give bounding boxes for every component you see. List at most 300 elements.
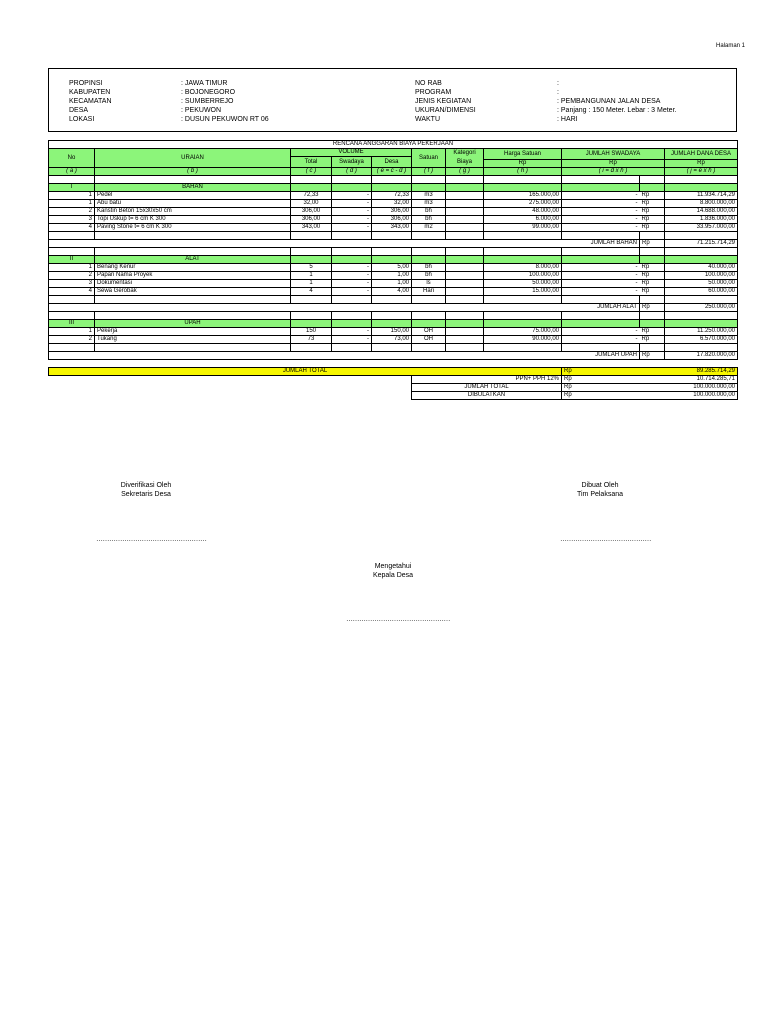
section-number: III bbox=[49, 320, 95, 328]
item-number: 1 bbox=[49, 192, 95, 200]
item-number: 1 bbox=[49, 264, 95, 272]
item-category bbox=[446, 272, 484, 280]
item-village-fund-amount: 60.000,00 bbox=[665, 288, 738, 296]
empty-cell bbox=[332, 320, 372, 328]
item-swadaya-amount: - bbox=[562, 264, 640, 272]
table-row bbox=[49, 336, 738, 344]
subtotal-row bbox=[49, 240, 738, 248]
empty-cell bbox=[446, 232, 484, 240]
item-number: 2 bbox=[49, 336, 95, 344]
item-swadaya-amount: - bbox=[562, 224, 640, 232]
item-description: Sewa Gerobak bbox=[95, 288, 291, 296]
item-unit-price: 90.000,00 bbox=[484, 336, 562, 344]
empty-cell bbox=[372, 232, 412, 240]
item-volume-desa: 72,33 bbox=[372, 192, 412, 200]
table-row bbox=[49, 280, 738, 288]
subtotal-value: 17.820.000,00 bbox=[665, 352, 738, 360]
empty-cell bbox=[446, 320, 484, 328]
header-swadaya: Swadaya bbox=[332, 157, 372, 168]
verifier-signature-line: …………………………………………… bbox=[96, 536, 207, 543]
item-unit: m3 bbox=[412, 192, 446, 200]
item-description: Pedel bbox=[95, 192, 291, 200]
item-description: Benang Kenur bbox=[95, 264, 291, 272]
item-village-fund-amount: 33.957.000,00 bbox=[665, 224, 738, 232]
section-name: ALAT bbox=[95, 256, 291, 264]
approver-signature-line: ………………………………………… bbox=[346, 616, 450, 623]
item-unit-price: 100.000,00 bbox=[484, 272, 562, 280]
item-swadaya-amount: - bbox=[562, 192, 640, 200]
item-volume-desa: 5,00 bbox=[372, 264, 412, 272]
empty-cell bbox=[49, 312, 95, 320]
item-unit-price: 275.000,00 bbox=[484, 200, 562, 208]
item-swadaya-amount: - bbox=[562, 216, 640, 224]
item-currency: Rp bbox=[640, 288, 665, 296]
subtotal-currency: Rp bbox=[640, 240, 665, 248]
item-volume-swadaya: - bbox=[332, 208, 372, 216]
empty-cell bbox=[484, 296, 562, 304]
item-unit-price: 50.000,00 bbox=[484, 280, 562, 288]
header-volume: VOLUME bbox=[291, 149, 412, 157]
info-label-propinsi: PROPINSI bbox=[69, 80, 103, 87]
project-info-box bbox=[48, 68, 737, 132]
item-number: 2 bbox=[49, 272, 95, 280]
grand-total-label: JUMLAH TOTAL bbox=[49, 368, 562, 376]
item-description: Papan Nama Proyek bbox=[95, 272, 291, 280]
item-description: Topi Uskup t= 6 cm K 300 bbox=[95, 216, 291, 224]
item-currency: Rp bbox=[640, 216, 665, 224]
item-swadaya-amount: - bbox=[562, 280, 640, 288]
empty-cell bbox=[562, 344, 640, 352]
info-value-no-rab: : bbox=[557, 80, 559, 87]
empty-cell bbox=[412, 176, 446, 184]
summary-label-rounded: DIBULATKAN bbox=[412, 392, 562, 400]
empty-cell bbox=[372, 296, 412, 304]
maker-role: Tim Pelaksana bbox=[576, 491, 624, 498]
item-volume-desa: 306,00 bbox=[372, 216, 412, 224]
item-unit: bh bbox=[412, 208, 446, 216]
empty-cell bbox=[291, 248, 332, 256]
item-volume-total: 150 bbox=[291, 328, 332, 336]
empty-cell bbox=[95, 232, 291, 240]
summary-rp-total: Rp bbox=[562, 384, 640, 392]
subtotal-value: 250.000,00 bbox=[665, 304, 738, 312]
code-f: ( f ) bbox=[412, 168, 446, 176]
empty-cell bbox=[562, 320, 640, 328]
section-number: I bbox=[49, 184, 95, 192]
empty-cell bbox=[446, 296, 484, 304]
info-value-ukuran: : Panjang : 150 Meter. Lebar : 3 Meter. bbox=[557, 107, 677, 114]
empty-cell bbox=[412, 344, 446, 352]
verifier-title: Diverifikasi Oleh bbox=[120, 482, 172, 489]
table-row bbox=[49, 224, 738, 232]
item-number: 4 bbox=[49, 224, 95, 232]
empty-cell bbox=[640, 344, 665, 352]
empty-cell bbox=[446, 256, 484, 264]
empty-cell bbox=[665, 312, 738, 320]
item-village-fund-amount: 11.250.000,00 bbox=[665, 328, 738, 336]
empty-cell bbox=[332, 232, 372, 240]
item-unit-price: 15.000,00 bbox=[484, 288, 562, 296]
page-number: Halaman 1 bbox=[716, 43, 746, 49]
item-volume-desa: 32,00 bbox=[372, 200, 412, 208]
empty-cell bbox=[412, 312, 446, 320]
item-village-fund-amount: 40.000,00 bbox=[665, 264, 738, 272]
empty-cell bbox=[332, 176, 372, 184]
item-volume-swadaya: - bbox=[332, 272, 372, 280]
info-label-kecamatan: KECAMATAN bbox=[69, 98, 112, 105]
info-label-kabupaten: KABUPATEN bbox=[69, 89, 111, 96]
item-village-fund-amount: 6.570.000,00 bbox=[665, 336, 738, 344]
empty-cell bbox=[95, 344, 291, 352]
info-value-kecamatan: : SUMBERREJO bbox=[181, 98, 234, 105]
info-value-desa: : PEKUWON bbox=[181, 107, 222, 114]
item-unit: OH bbox=[412, 336, 446, 344]
table-row bbox=[49, 264, 738, 272]
item-swadaya-amount: - bbox=[562, 328, 640, 336]
item-volume-total: 5 bbox=[291, 264, 332, 272]
item-volume-desa: 1,00 bbox=[372, 280, 412, 288]
item-volume-swadaya: - bbox=[332, 288, 372, 296]
header-swadaya-rp: Rp bbox=[562, 160, 665, 168]
table-body bbox=[49, 176, 738, 360]
header-total: Total bbox=[291, 157, 332, 168]
empty-cell bbox=[412, 248, 446, 256]
item-village-fund-amount: 50.000,00 bbox=[665, 280, 738, 288]
empty-cell bbox=[562, 232, 640, 240]
subtotal-row bbox=[49, 304, 738, 312]
item-village-fund-amount: 100.000,00 bbox=[665, 272, 738, 280]
info-label-waktu: WAKTU bbox=[415, 116, 441, 123]
info-value-kabupaten: : BOJONEGORO bbox=[181, 89, 236, 96]
info-right-values bbox=[557, 79, 676, 124]
empty-cell bbox=[291, 296, 332, 304]
empty-cell bbox=[412, 320, 446, 328]
empty-cell bbox=[665, 248, 738, 256]
item-category bbox=[446, 336, 484, 344]
subtotal-value: 71.215.714,29 bbox=[665, 240, 738, 248]
item-category bbox=[446, 288, 484, 296]
item-unit: Hari bbox=[412, 288, 446, 296]
summary-value-ppn: 10.714.285,71 bbox=[640, 376, 738, 384]
maker-signature-line: …………………………………… bbox=[560, 536, 651, 543]
empty-cell bbox=[640, 232, 665, 240]
summary-rp-ppn: Rp bbox=[562, 376, 640, 384]
empty-cell bbox=[291, 232, 332, 240]
item-currency: Rp bbox=[640, 272, 665, 280]
item-swadaya-amount: - bbox=[562, 336, 640, 344]
empty-cell bbox=[372, 320, 412, 328]
empty-cell bbox=[291, 344, 332, 352]
empty-cell bbox=[665, 344, 738, 352]
section-name: UPAH bbox=[95, 320, 291, 328]
info-label-jenis-kegiatan: JENIS KEGIATAN bbox=[415, 98, 472, 105]
section-number: II bbox=[49, 256, 95, 264]
item-description: Pekerja bbox=[95, 328, 291, 336]
subtotal-blank bbox=[49, 304, 562, 312]
spacer-row bbox=[49, 344, 738, 352]
empty-cell bbox=[640, 312, 665, 320]
item-volume-swadaya: - bbox=[332, 328, 372, 336]
header-no: No bbox=[49, 149, 95, 168]
code-i: ( i = d x h ) bbox=[562, 168, 665, 176]
table-head bbox=[49, 141, 738, 176]
empty-cell bbox=[49, 344, 95, 352]
spacer-row bbox=[49, 176, 738, 184]
item-unit: ls bbox=[412, 280, 446, 288]
item-category bbox=[446, 328, 484, 336]
header-satuan: Satuan bbox=[412, 149, 446, 168]
code-a: ( a ) bbox=[49, 168, 95, 176]
table-row bbox=[49, 208, 738, 216]
item-volume-desa: 343,00 bbox=[372, 224, 412, 232]
item-volume-swadaya: - bbox=[332, 192, 372, 200]
spacer-row bbox=[49, 232, 738, 240]
table-row bbox=[49, 192, 738, 200]
empty-cell bbox=[640, 184, 665, 192]
item-volume-total: 72,33 bbox=[291, 192, 332, 200]
empty-cell bbox=[665, 296, 738, 304]
item-number: 1 bbox=[49, 200, 95, 208]
summary-value-total: 100.000.000,00 bbox=[640, 384, 738, 392]
item-volume-swadaya: - bbox=[332, 200, 372, 208]
empty-cell bbox=[562, 176, 640, 184]
empty-cell bbox=[484, 312, 562, 320]
empty-cell bbox=[372, 184, 412, 192]
info-value-waktu: : HARI bbox=[557, 116, 578, 123]
item-volume-desa: 1,00 bbox=[372, 272, 412, 280]
info-label-desa: DESA bbox=[69, 107, 89, 114]
info-value-lokasi: : DUSUN PEKUWON RT 06 bbox=[181, 116, 269, 123]
item-swadaya-amount: - bbox=[562, 200, 640, 208]
header-harga-rp: Rp bbox=[484, 160, 562, 168]
empty-cell bbox=[372, 256, 412, 264]
empty-cell bbox=[332, 312, 372, 320]
code-c: ( c ) bbox=[291, 168, 332, 176]
empty-cell bbox=[446, 184, 484, 192]
item-currency: Rp bbox=[640, 264, 665, 272]
item-category bbox=[446, 264, 484, 272]
empty-cell bbox=[446, 312, 484, 320]
item-unit-price: 75.000,00 bbox=[484, 328, 562, 336]
item-description: Abu batu bbox=[95, 200, 291, 208]
empty-cell bbox=[446, 344, 484, 352]
empty-cell bbox=[95, 312, 291, 320]
grand-total-value: 89.285.714,29 bbox=[640, 368, 738, 376]
empty-cell bbox=[484, 176, 562, 184]
item-unit: m2 bbox=[412, 224, 446, 232]
empty-cell bbox=[372, 176, 412, 184]
empty-cell bbox=[640, 176, 665, 184]
code-h: ( h ) bbox=[484, 168, 562, 176]
item-category bbox=[446, 208, 484, 216]
empty-cell bbox=[562, 312, 640, 320]
item-volume-total: 1 bbox=[291, 272, 332, 280]
item-currency: Rp bbox=[640, 280, 665, 288]
item-swadaya-amount: - bbox=[562, 288, 640, 296]
empty-cell bbox=[665, 232, 738, 240]
item-category bbox=[446, 200, 484, 208]
empty-cell bbox=[484, 248, 562, 256]
item-volume-swadaya: - bbox=[332, 224, 372, 232]
summary-row-rounded bbox=[49, 392, 738, 400]
subtotal-currency: Rp bbox=[640, 304, 665, 312]
item-number: 3 bbox=[49, 280, 95, 288]
item-currency: Rp bbox=[640, 208, 665, 216]
item-currency: Rp bbox=[640, 336, 665, 344]
empty-cell bbox=[291, 256, 332, 264]
item-number: 2 bbox=[49, 208, 95, 216]
item-volume-total: 32,00 bbox=[291, 200, 332, 208]
item-volume-swadaya: - bbox=[332, 264, 372, 272]
empty-cell bbox=[446, 248, 484, 256]
empty-cell bbox=[95, 176, 291, 184]
summary-label-ppn: PPN+ PPH 12% bbox=[412, 376, 562, 384]
empty-cell bbox=[372, 312, 412, 320]
item-unit-price: 99.000,00 bbox=[484, 224, 562, 232]
item-unit-price: 48.000,00 bbox=[484, 208, 562, 216]
info-label-program: PROGRAM bbox=[415, 89, 452, 96]
table-row bbox=[49, 272, 738, 280]
item-volume-desa: 73,00 bbox=[372, 336, 412, 344]
item-unit: bh bbox=[412, 272, 446, 280]
table-row bbox=[49, 216, 738, 224]
header-dana-rp: Rp bbox=[665, 160, 738, 168]
empty-cell bbox=[412, 184, 446, 192]
empty-cell bbox=[49, 296, 95, 304]
item-village-fund-amount: 8.800.000,00 bbox=[665, 200, 738, 208]
code-b: ( b ) bbox=[95, 168, 291, 176]
item-description: Tukang bbox=[95, 336, 291, 344]
item-description: Kanstin Beton 15x30x50 cm bbox=[95, 208, 291, 216]
header-harga: Harga Satuan bbox=[484, 149, 562, 160]
item-category bbox=[446, 224, 484, 232]
item-description: Paving Stone t= 6 cm K 300 bbox=[95, 224, 291, 232]
empty-cell bbox=[372, 344, 412, 352]
info-label-lokasi: LOKASI bbox=[69, 116, 95, 123]
item-currency: Rp bbox=[640, 328, 665, 336]
empty-cell bbox=[665, 256, 738, 264]
empty-cell bbox=[484, 256, 562, 264]
empty-cell bbox=[665, 320, 738, 328]
info-value-jenis-kegiatan: : PEMBANGUNAN JALAN DESA bbox=[557, 98, 661, 105]
subtotal-label: JUMLAH BAHAN bbox=[562, 240, 640, 248]
empty-cell bbox=[640, 296, 665, 304]
item-currency: Rp bbox=[640, 192, 665, 200]
grand-total-row bbox=[49, 368, 738, 376]
verifier-role: Sekretaris Desa bbox=[121, 491, 171, 498]
empty-cell bbox=[562, 184, 640, 192]
empty-cell bbox=[291, 312, 332, 320]
header-kategori: Kategori Biaya bbox=[446, 149, 484, 168]
item-description: Dokumentasi bbox=[95, 280, 291, 288]
item-unit-price: 6.000,00 bbox=[484, 216, 562, 224]
budget-table bbox=[48, 140, 738, 400]
header-jumlah-swadaya: JUMLAH SWADAYA bbox=[562, 149, 665, 160]
empty-cell bbox=[332, 256, 372, 264]
spacer-row bbox=[49, 248, 738, 256]
info-label-no-rab: NO RAB bbox=[415, 80, 442, 87]
empty-cell bbox=[332, 296, 372, 304]
item-currency: Rp bbox=[640, 200, 665, 208]
section-header-row bbox=[49, 184, 738, 192]
section-header-row bbox=[49, 320, 738, 328]
empty-cell bbox=[291, 184, 332, 192]
empty-cell bbox=[446, 176, 484, 184]
empty-cell bbox=[412, 296, 446, 304]
summary-label-total: JUMLAH TOTAL bbox=[412, 384, 562, 392]
item-swadaya-amount: - bbox=[562, 272, 640, 280]
item-number: 4 bbox=[49, 288, 95, 296]
empty-cell bbox=[484, 232, 562, 240]
item-currency: Rp bbox=[640, 224, 665, 232]
section-header-row bbox=[49, 256, 738, 264]
table-row bbox=[49, 288, 738, 296]
spacer-row bbox=[49, 312, 738, 320]
info-right-labels bbox=[415, 79, 476, 124]
approver-role: Kepala Desa bbox=[372, 572, 414, 579]
empty-cell bbox=[49, 176, 95, 184]
empty-cell bbox=[484, 320, 562, 328]
header-jumlah-dana: JUMLAH DANA DESA bbox=[665, 149, 738, 160]
item-volume-total: 1 bbox=[291, 280, 332, 288]
info-value-propinsi: : JAWA TIMUR bbox=[181, 80, 228, 87]
empty-cell bbox=[291, 176, 332, 184]
empty-cell bbox=[49, 232, 95, 240]
empty-cell bbox=[484, 344, 562, 352]
item-unit-price: 165.000,00 bbox=[484, 192, 562, 200]
info-label-ukuran: UKURAN/DIMENSI bbox=[415, 107, 476, 114]
subtotal-label: JUMLAH ALAT bbox=[562, 304, 640, 312]
table-totals bbox=[49, 360, 738, 400]
empty-cell bbox=[332, 248, 372, 256]
item-unit: OH bbox=[412, 328, 446, 336]
empty-cell bbox=[562, 256, 640, 264]
empty-cell bbox=[372, 248, 412, 256]
item-category bbox=[446, 216, 484, 224]
empty-cell bbox=[95, 296, 291, 304]
info-left-values bbox=[181, 79, 269, 124]
item-category bbox=[446, 192, 484, 200]
code-e: ( e = c - d ) bbox=[372, 168, 412, 176]
summary-row-ppn bbox=[49, 376, 738, 384]
item-volume-total: 73 bbox=[291, 336, 332, 344]
item-volume-desa: 306,00 bbox=[372, 208, 412, 216]
item-volume-total: 306,00 bbox=[291, 208, 332, 216]
table-row bbox=[49, 328, 738, 336]
item-volume-swadaya: - bbox=[332, 336, 372, 344]
subtotal-row bbox=[49, 352, 738, 360]
item-volume-swadaya: - bbox=[332, 216, 372, 224]
item-volume-total: 4 bbox=[291, 288, 332, 296]
empty-cell bbox=[412, 256, 446, 264]
empty-cell bbox=[291, 320, 332, 328]
empty-cell bbox=[665, 184, 738, 192]
item-volume-swadaya: - bbox=[332, 280, 372, 288]
item-village-fund-amount: 14.688.000,00 bbox=[665, 208, 738, 216]
item-unit: m3 bbox=[412, 200, 446, 208]
summary-rp-rounded: Rp bbox=[562, 392, 640, 400]
item-swadaya-amount: - bbox=[562, 208, 640, 216]
empty-cell bbox=[412, 232, 446, 240]
item-number: 1 bbox=[49, 328, 95, 336]
empty-cell bbox=[640, 248, 665, 256]
empty-cell bbox=[665, 176, 738, 184]
subtotal-label: JUMLAH UPAH bbox=[562, 352, 640, 360]
empty-cell bbox=[640, 256, 665, 264]
maker-title: Dibuat Oleh bbox=[581, 482, 619, 489]
grand-total-rp: Rp bbox=[562, 368, 640, 376]
spacer-row bbox=[49, 296, 738, 304]
